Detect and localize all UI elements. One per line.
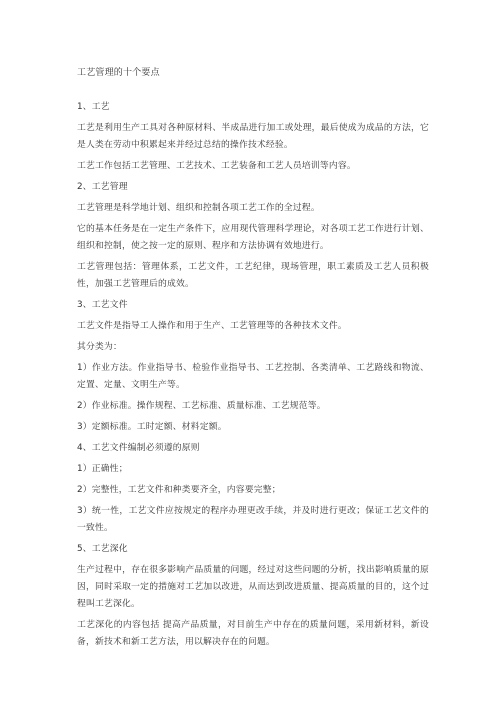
section-heading: 2、工艺管理 (77, 182, 128, 192)
paragraph: 工艺管理包括：管理体系，工艺文件，工艺纪律，现场管理，职工素质及工艺人员积极性，加强工艺管理后的成效。 (77, 262, 429, 289)
paragraph: 工艺文件是指导工人操作和用于生产、工艺管理等的各种技术文件。 (77, 321, 347, 331)
document-title: 工艺管理的十个要点 (77, 68, 160, 78)
section-heading: 4、工艺文件编制必须遵的原则 (77, 443, 200, 453)
paragraph: 1）正确性； (77, 464, 128, 474)
document-body (77, 99, 429, 655)
paragraph: 工艺是利用生产工具对各种原材料、半成品进行加工或处理，最后使成为成品的方法，它是人类在劳动中积累起来并经过总结的操作技术经验。 (77, 123, 429, 150)
paragraph: 工艺工作包括工艺管理、工艺技术、工艺装备和工艺人员培训等内容。 (77, 161, 356, 171)
paragraph: 工艺深化的内容包括 提高产品质量，对目前生产中存在的质量问题，采用新材料，新设备，新技术和新工艺方法，用以解决存在的问题。 (77, 620, 429, 647)
paragraph: 3）统一性，工艺文件应按规定的程序办理更改手续，并及时进行更改；保证工艺文件的一致性。 (77, 506, 429, 533)
paragraph: 它的基本任务是在一定生产条件下，应用现代管理科学理论，对各项工艺工作进行计划、组织和控制，使之按一定的原则、程序和方法协调有效地进行。 (77, 224, 429, 251)
paragraph: 2）完整性，工艺文件和种类要齐全，内容要完整； (77, 485, 281, 495)
section-heading: 5、工艺深化 (77, 544, 128, 554)
paragraph: 其分类为： (77, 342, 122, 352)
section-heading: 3、工艺文件 (77, 300, 128, 310)
paragraph: 1）作业方法。作业指导书、检验作业指导书、工艺控制、各类清单、工艺路线和物流、定置、定量、文明生产等。 (77, 363, 429, 390)
paragraph: 生产过程中，存在很多影响产品质量的问题，经过对这些问题的分析，找出影响质量的原因，同时采取一定的措施对工艺加以改进，从而达到改进质量、提高质量的目的，这个过程叫工艺深化。 (77, 565, 429, 609)
paragraph: 工艺管理是科学地计划、组织和控制各项工艺工作的全过程。 (77, 203, 320, 213)
paragraph: 2）作业标准。操作规程、工艺标准、质量标准、工艺规范等。 (77, 401, 326, 411)
paragraph: 3）定额标准。工时定额、材料定额。 (77, 422, 227, 432)
section-heading: 1、工艺 (77, 102, 110, 112)
